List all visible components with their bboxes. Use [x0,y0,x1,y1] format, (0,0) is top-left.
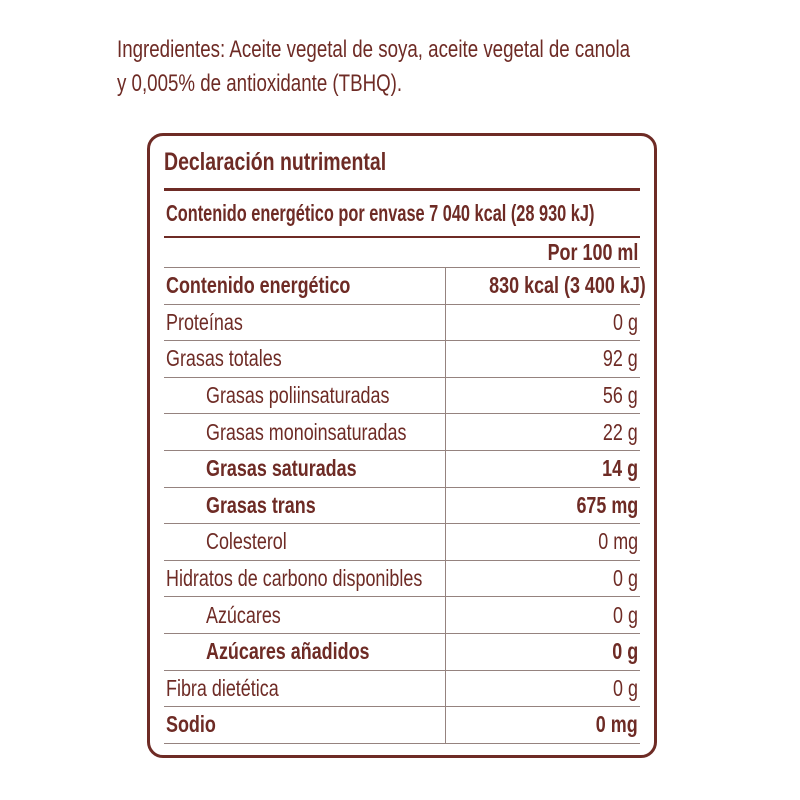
nutrient-value-cell [445,528,640,555]
nutrient-value-cell [445,382,640,409]
nutrient-value: 0 g [613,308,638,335]
nutrient-label: Colesterol [206,528,287,555]
table-row [164,707,640,744]
nutrient-value-cell [445,455,640,482]
nutrient-label: Proteínas [166,308,243,335]
nutrient-label: Grasas saturadas [206,455,357,482]
nutrient-label: Grasas totales [166,345,282,372]
nutrient-rows [164,267,646,744]
table-title [150,136,654,188]
table-row [164,524,640,561]
nutrient-label: Contenido energético [166,272,351,299]
nutrient-label: Grasas trans [206,491,316,518]
nutrient-label-cell [164,528,445,555]
nutrient-label-cell [164,675,445,702]
nutrient-value-cell [445,602,640,629]
nutrient-label: Sodio [166,711,216,738]
nutrient-label-cell [164,382,445,409]
nutrient-value: 0 g [612,638,638,665]
nutrient-value-cell [445,492,640,519]
table-row [164,597,640,634]
table-row [164,341,640,378]
nutrient-label: Azúcares añadidos [206,638,370,665]
nutrient-label: Hidratos de carbono disponibles [166,565,423,592]
nutrient-value: 675 mg [576,491,638,518]
nutrient-label-cell [164,638,445,665]
nutrient-label-cell [164,309,445,336]
nutrient-value-cell [445,345,640,372]
nutrient-label-cell [164,455,445,482]
nutrient-value-cell [445,638,640,665]
nutrient-label-cell [164,419,463,446]
energy-per-package-row [150,191,654,236]
table-row [164,488,640,525]
table-title-text: Declaración nutrimental [164,147,387,176]
nutrient-value-cell [445,711,640,738]
nutrient-value-cell [445,675,640,702]
nutrient-value: 56 g [603,382,638,409]
table-row [164,414,640,451]
nutrient-label-cell [164,272,445,299]
column-divider-line [445,268,446,744]
table-row [164,305,640,342]
table-row [164,671,640,708]
nutrition-facts-table [147,133,657,758]
nutrient-value: 830 kcal (3 400 kJ) [489,272,646,299]
nutrient-value: 0 mg [598,528,638,555]
ingredients-line-1: Ingredientes: Aceite vegetal de soya, aceite vegetal de canola [117,36,631,63]
nutrient-value: 22 g [603,418,638,445]
nutrient-label-cell [164,492,445,519]
table-row [164,378,640,415]
nutrient-value-cell [445,272,648,299]
nutrient-value: 0 g [613,674,638,701]
nutrient-value: 0 g [613,601,638,628]
nutrient-label: Grasas poliinsaturadas [206,382,390,409]
energy-per-package-text: Contenido energético por envase 7 040 kcal (28 930 kJ) [166,200,595,226]
nutrient-label-cell [164,602,445,629]
table-row [164,634,640,671]
nutrient-label-cell [164,345,445,372]
column-header-text: Por 100 ml [547,239,638,265]
nutrient-value-cell [463,419,640,446]
table-row [164,451,640,488]
nutrient-label: Fibra dietética [166,674,279,701]
nutrient-value: 0 mg [596,711,638,738]
table-row [164,268,646,305]
nutrient-label: Grasas monoinsaturadas [206,418,407,445]
nutrient-value-cell [495,565,640,592]
nutrient-label: Azúcares [206,601,281,628]
ingredients-text [117,33,775,101]
column-header-per-100ml [150,238,654,267]
nutrient-value: 92 g [603,345,638,372]
nutrient-label-cell [164,711,445,738]
nutrient-value: 14 g [602,455,638,482]
nutrient-value-cell [445,309,640,336]
nutrient-value: 0 g [613,565,638,592]
table-row [164,561,640,598]
ingredients-line-2: y 0,005% de antioxidante (TBHQ). [117,70,403,97]
